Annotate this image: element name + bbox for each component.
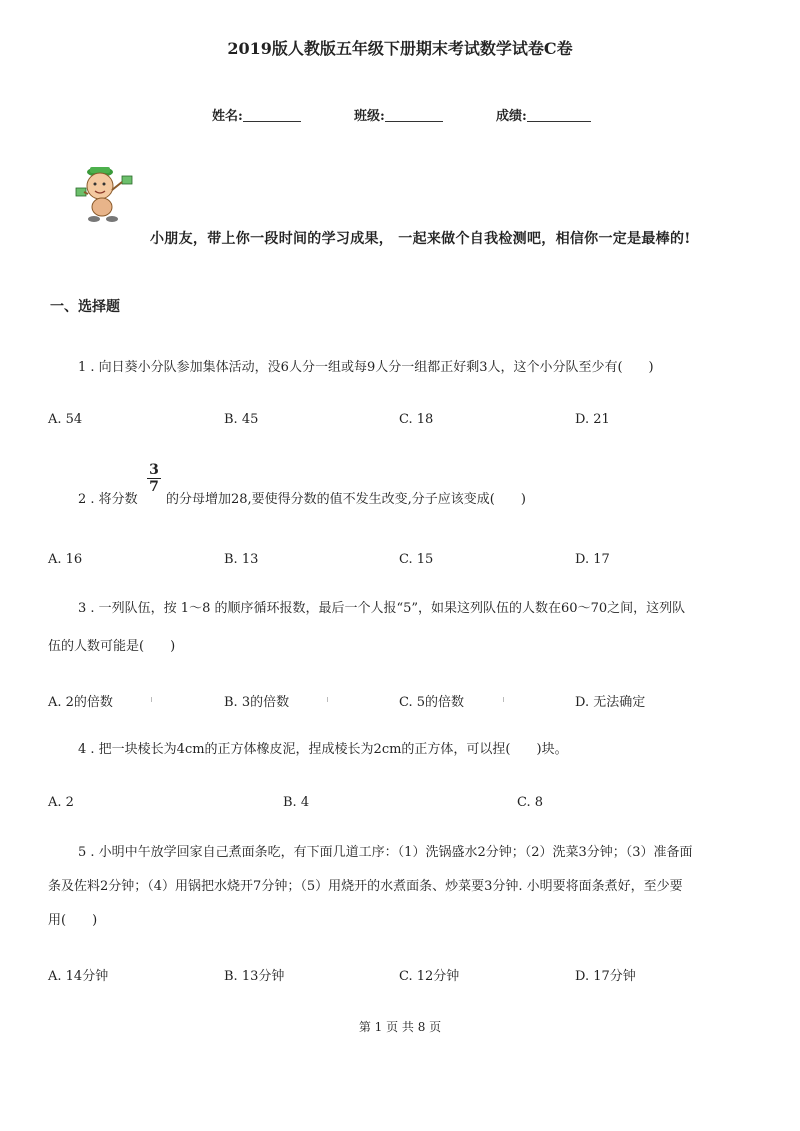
fraction-three-sevenths: [147, 462, 161, 495]
q2-option-b: B. 13: [224, 552, 259, 567]
q1-option-a: A. 54: [48, 412, 83, 427]
mascot-illustration: [70, 162, 142, 224]
question-1-text: 1 . 向日葵小分队参加集体活动，没6人分一组或每9人分一组都正好剩3人，这个小分队至少有( ): [78, 360, 654, 375]
q3-option-d: D. 无法确定: [575, 695, 646, 710]
name-blank: [243, 108, 301, 122]
q5-option-d: D. 17分钟: [575, 969, 636, 984]
q3-option-a: A. 2的倍数: [48, 695, 113, 710]
greeting-text: 小朋友，带上你一段时间的学习成果， 一起来做个自我检测吧，相信你一定是最棒的!: [150, 231, 691, 247]
fraction-denominator: 7: [149, 479, 159, 495]
q4-option-b: B. 4: [283, 795, 310, 810]
page-footer: 第 1 页 共 8 页: [358, 1020, 442, 1034]
question-2-text-after: 的分母增加28,要使得分数的值不发生改变,分子应该变成( ): [166, 492, 526, 507]
q2-option-a: A. 16: [48, 552, 83, 567]
q1-option-c: C. 18: [399, 412, 434, 427]
q2-option-d: D. 17: [575, 552, 610, 567]
q4-option-c: C. 8: [517, 795, 544, 810]
question-4-text: 4 . 把一块棱长为4cm的正方体橡皮泥，捏成棱长为2cm的正方体，可以捏( )块。: [78, 742, 568, 757]
score-label: 成绩:: [496, 109, 527, 124]
section-heading-choice: 一、选择题: [50, 299, 120, 315]
name-field: [212, 105, 301, 124]
q2-option-c: C. 15: [399, 552, 434, 567]
page-title: 2019版人教版五年级下册期末考试数学试卷C卷: [227, 39, 573, 58]
q5-option-a: A. 14分钟: [48, 969, 109, 984]
q1-option-d: D. 21: [575, 412, 610, 427]
class-blank: [385, 108, 443, 122]
name-label: 姓名:: [212, 109, 243, 124]
scan-mark: [151, 697, 152, 702]
q1-option-b: B. 45: [224, 412, 259, 427]
question-5-line-2: 条及佐料2分钟；（4）用锅把水烧开7分钟；（5）用烧开的水煮面条、炒菜要3分钟. 小明要将面条煮好，至少要: [48, 879, 683, 894]
q5-option-c: C. 12分钟: [399, 969, 460, 984]
scan-mark: [503, 697, 504, 702]
q3-option-c: C. 5的倍数: [399, 695, 465, 710]
question-3-line-1: 3 . 一列队伍，按 1～8 的顺序循环报数，最后一个人报“5”，如果这列队伍的人数在60～70之间，这列队: [78, 601, 686, 616]
question-5-line-3: 用( ): [48, 913, 98, 928]
class-label: 班级:: [354, 109, 385, 124]
class-field: [354, 105, 443, 124]
scan-mark: [327, 697, 328, 702]
question-2-text-before: 2 . 将分数: [78, 492, 138, 507]
score-field: [496, 105, 591, 124]
q5-option-b: B. 13分钟: [224, 969, 285, 984]
q3-option-b: B. 3的倍数: [224, 695, 290, 710]
score-blank: [527, 108, 591, 122]
fraction-numerator: 3: [147, 462, 161, 479]
question-3-line-2: 伍的人数可能是( ): [48, 639, 176, 654]
question-5-line-1: 5 . 小明中午放学回家自己煮面条吃，有下面几道工序：（1）洗锅盛水2分钟；（2）洗菜3分钟；（3）准备面: [78, 845, 693, 860]
q4-option-a: A. 2: [48, 795, 74, 810]
